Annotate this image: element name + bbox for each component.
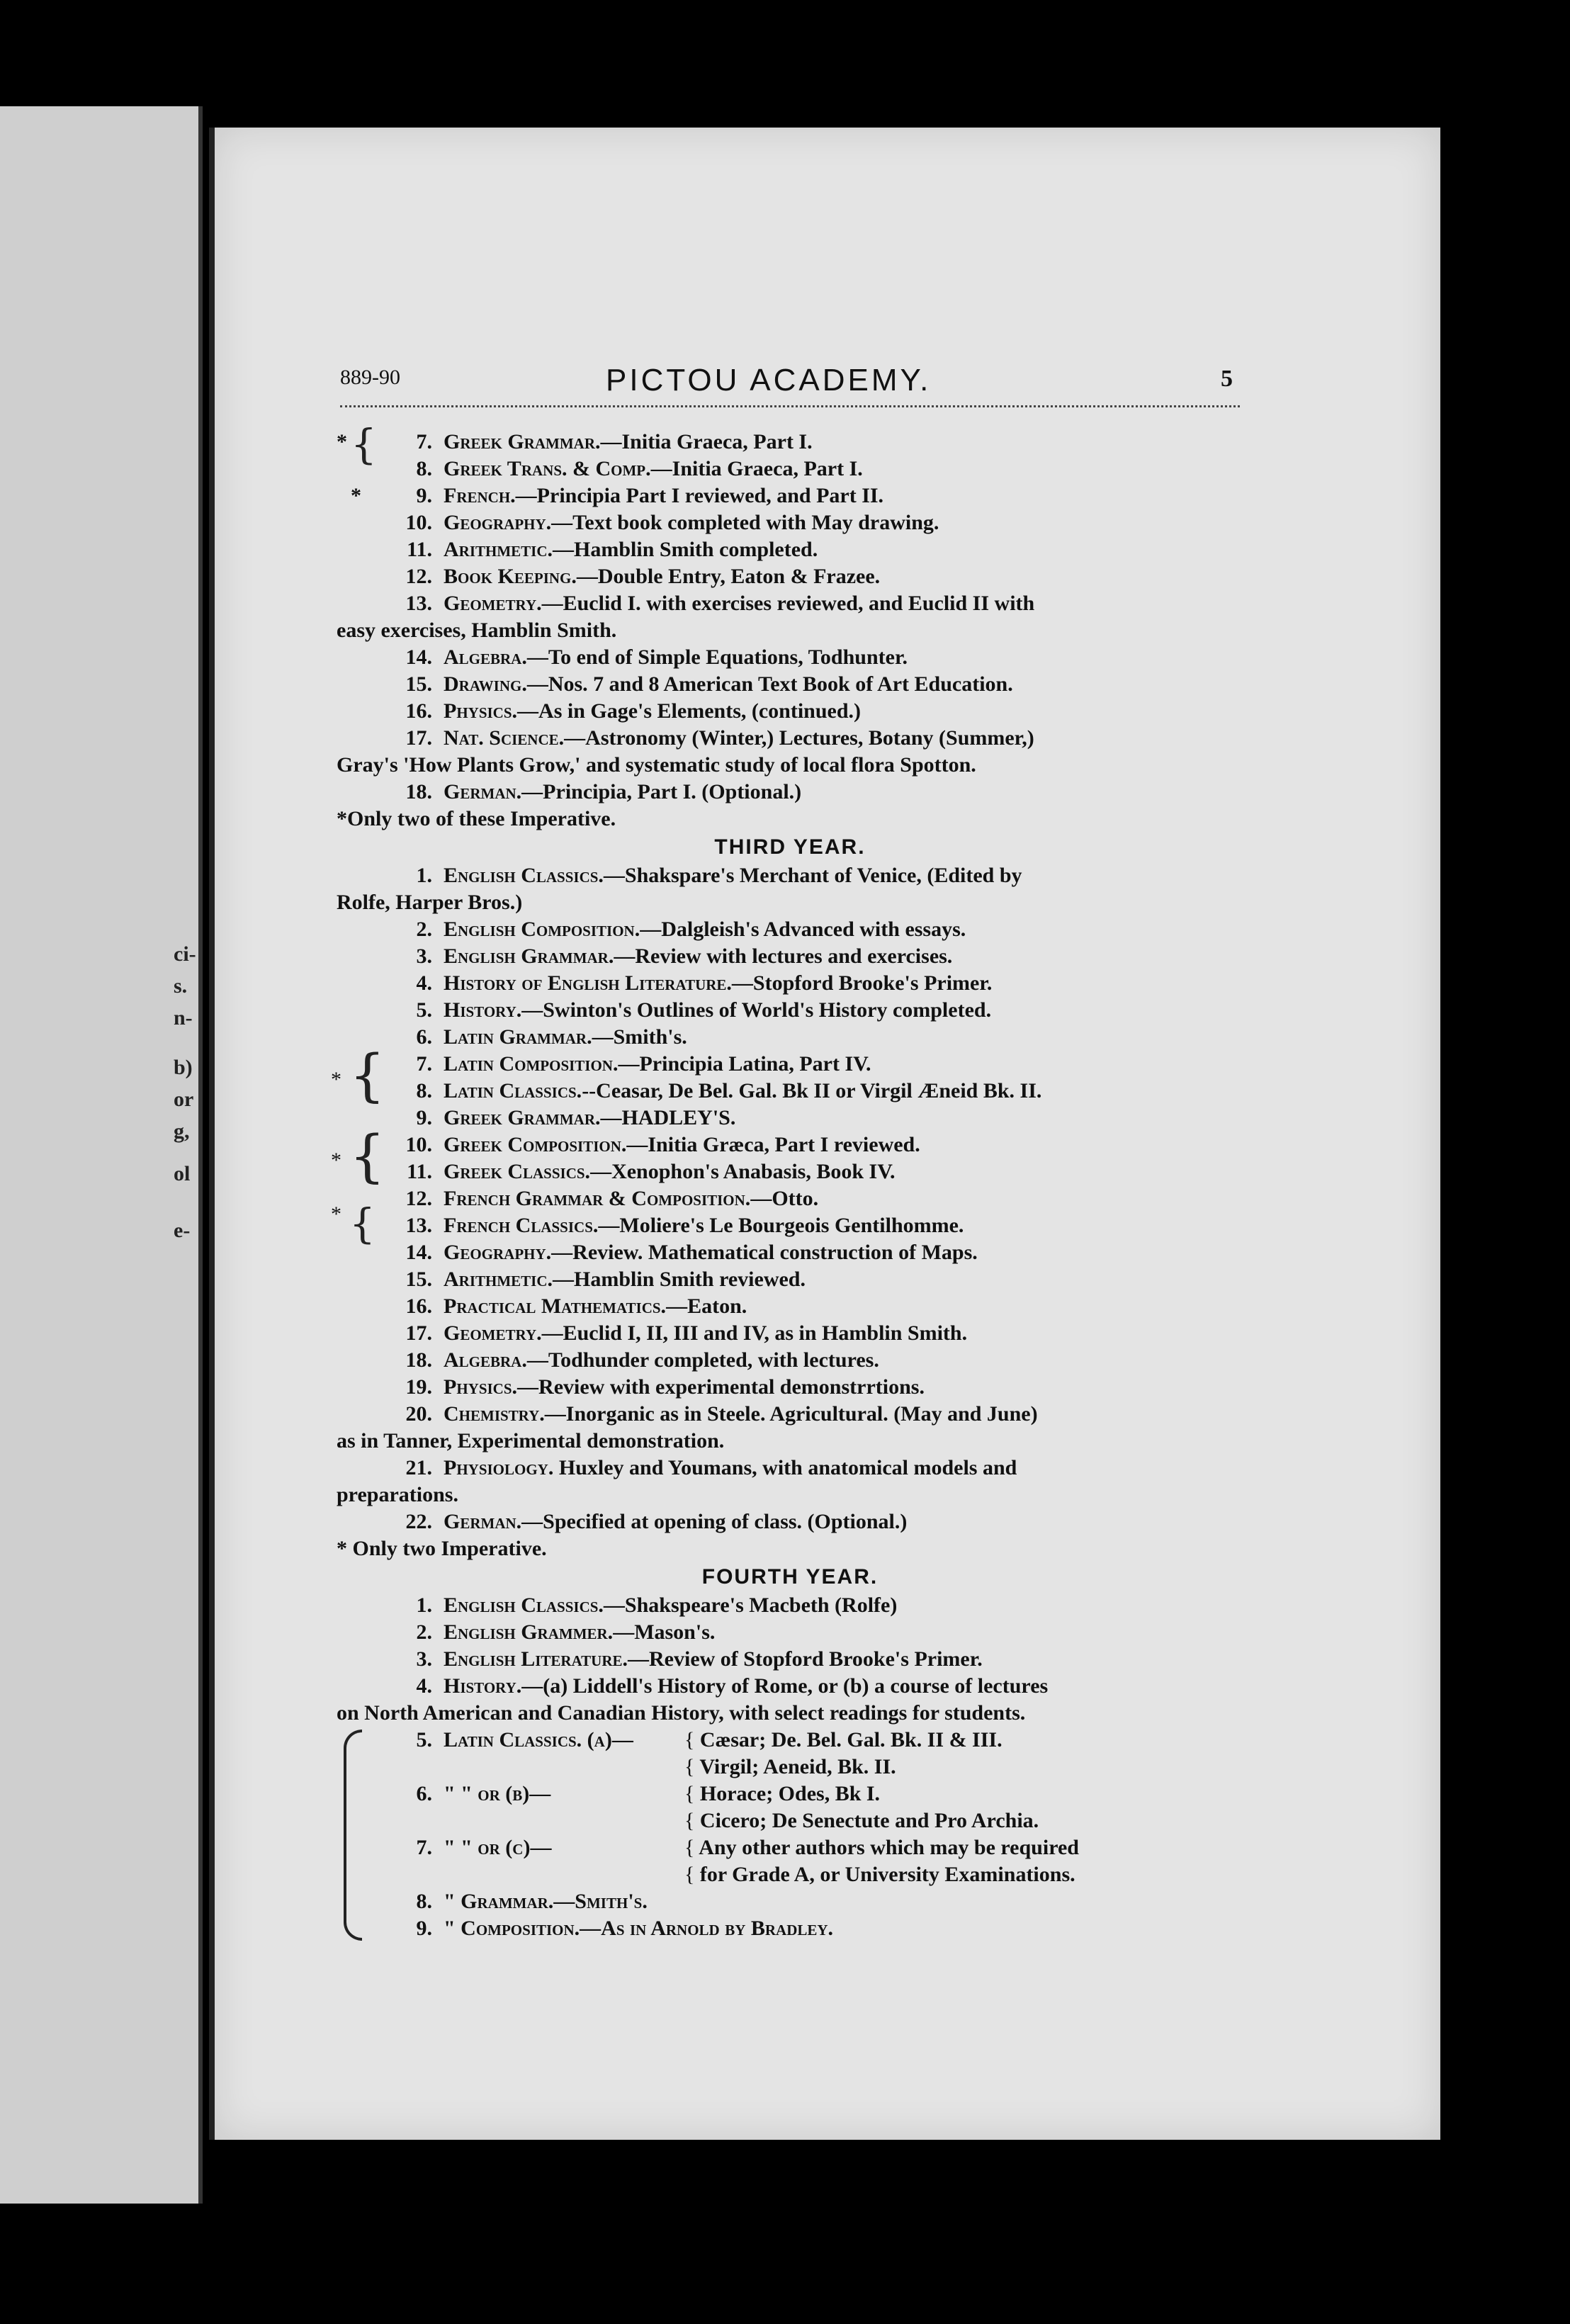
left-fragment: b) xyxy=(174,1056,193,1079)
brace: { xyxy=(349,1042,385,1108)
list-item: 15. Drawing.—Nos. 7 and 8 American Text Book of Art Education. xyxy=(405,672,1013,696)
list-item: 11. Greek Classics.—Xenophon's Anabasis, Book IV. xyxy=(407,1160,896,1183)
list-item: 6. Latin Grammar.—Smith's. xyxy=(416,1025,687,1049)
section-heading-third-year: THIRD YEAR. xyxy=(714,835,866,859)
list-item: 10. Geography.—Text book completed with May drawing. xyxy=(405,511,939,534)
latin-option-row: 5. Latin Classics. (a)— { Cæsar; De. Bel. Gal. Bk. II & III. xyxy=(416,1728,1003,1752)
list-item: 20. Chemistry.—Inorganic as in Steele. Agricultural. (May and June) xyxy=(405,1402,1038,1426)
asterisk-mark: * xyxy=(331,1068,341,1091)
left-fragment: ol xyxy=(174,1162,191,1185)
asterisk-mark: * xyxy=(331,1202,341,1226)
list-item: 14. Geography.—Review. Mathematical construction of Maps. xyxy=(405,1241,978,1264)
list-item: 19. Physics.—Review with experimental demonstrrtions. xyxy=(405,1375,925,1399)
header-title: PICTOU ACADEMY. xyxy=(606,363,932,397)
list-item: 3. English Literature.—Review of Stopford Brooke's Primer. xyxy=(416,1647,983,1671)
list-item: 10. Greek Composition.—Initia Græca, Part I reviewed. xyxy=(405,1133,920,1156)
list-item-continuation: easy exercises, Hamblin Smith. xyxy=(337,619,617,642)
brace: { xyxy=(351,420,377,468)
list-item: 11. Arithmetic.—Hamblin Smith completed. xyxy=(407,538,818,561)
left-fragment: ci- xyxy=(174,942,196,966)
list-item: 9. Greek Grammar.—HADLEY'S. xyxy=(416,1106,736,1129)
fourth-year-list xyxy=(337,1592,1243,1727)
latin-option-row: { for Grade A, or University Examinations. xyxy=(684,1863,1075,1886)
list-item: 13. French Classics.—Moliere's Le Bourgeois Gentilhomme. xyxy=(405,1214,964,1237)
list-item: 8. Latin Classics.--Ceasar, De Bel. Gal. Bk II or Virgil Æneid Bk. II. xyxy=(416,1079,1042,1102)
list-item-continuation: as in Tanner, Experimental demonstration. xyxy=(337,1429,725,1452)
section-heading-fourth-year: FOURTH YEAR. xyxy=(701,1565,879,1589)
latin-option-row: 9. " Composition.—As in Arnold by Bradley. xyxy=(416,1917,834,1940)
list-item: 15. Arithmetic.—Hamblin Smith reviewed. xyxy=(405,1268,806,1291)
asterisk-mark: * xyxy=(331,1149,341,1172)
list-item-continuation: preparations. xyxy=(337,1483,458,1506)
list-item: 2. English Grammer.—Mason's. xyxy=(416,1620,716,1644)
imperative-note: * Only two Imperative. xyxy=(337,1537,547,1560)
list-item: 1. English Classics.—Shakspare's Merchant of Venice, (Edited by xyxy=(416,864,1022,887)
list-item: 13. Geometry.—Euclid I. with exercises reviewed, and Euclid II with xyxy=(405,592,1035,615)
latin-option-row: { Virgil; Aeneid, Bk. II. xyxy=(684,1755,896,1778)
list-item: 14. Algebra.—To end of Simple Equations, Todhunter. xyxy=(405,645,908,669)
list-item: 17. Nat. Science.—Astronomy (Winter,) Lectures, Botany (Summer,) xyxy=(405,726,1034,750)
list-item-continuation: Gray's 'How Plants Grow,' and systematic study of local flora Spotton. xyxy=(337,753,976,777)
left-fragment: or xyxy=(174,1088,194,1111)
latin-options-list xyxy=(337,1727,1243,1942)
list-item: 5. History.—Swinton's Outlines of World's History completed. xyxy=(416,998,992,1022)
imperative-note: *Only two of these Imperative. xyxy=(337,807,616,830)
list-item: * 9. French.—Principia Part I reviewed, and Part II. xyxy=(351,484,884,507)
latin-option-row: { Cicero; De Senectute and Pro Archia. xyxy=(684,1809,1039,1832)
left-page-edge xyxy=(0,106,203,2204)
list-item: 17. Geometry.—Euclid I, II, III and IV, as in Hamblin Smith. xyxy=(405,1321,968,1345)
latin-option-row: 7. " " or (c)— { Any other authors which may be required xyxy=(416,1836,1079,1859)
brace: { xyxy=(349,1123,385,1189)
list-item: 18. Algebra.—Todhunder completed, with lectures. xyxy=(405,1348,879,1372)
latin-option-row: 8. " Grammar.—Smith's. xyxy=(416,1890,648,1913)
left-fragment: n- xyxy=(174,1006,193,1030)
list-item: 12. French Grammar & Composition.—Otto. xyxy=(405,1187,819,1210)
list-item: 8. Greek Trans. & Comp.—Initia Graeca, Part I. xyxy=(416,457,863,480)
list-item: 12. Book Keeping.—Double Entry, Eaton & Frazee. xyxy=(405,565,881,588)
page-body xyxy=(331,420,1243,1942)
latin-option-row: 6. " " or (b)— { Horace; Odes, Bk I. xyxy=(416,1782,881,1805)
third-year-list xyxy=(331,862,1243,1535)
list-item: 3. English Grammar.—Review with lectures and exercises. xyxy=(416,944,953,968)
page-number: 5 xyxy=(1221,366,1233,392)
list-item: 4. History.—(a) Liddell's History of Rome, or (b) a course of lectures xyxy=(416,1674,1049,1698)
list-item: 16. Practical Mathematics.—Eaton. xyxy=(405,1294,747,1318)
list-item: 7. Latin Composition.—Principia Latina, Part IV. xyxy=(416,1052,871,1076)
list-item: 22. German.—Specified at opening of class. (Optional.) xyxy=(405,1510,908,1533)
left-fragment: s. xyxy=(174,974,188,998)
list-item: 2. English Composition.—Dalgleish's Advanced with essays. xyxy=(416,918,966,941)
list-item-continuation: on North American and Canadian History, with select readings for students. xyxy=(337,1701,1026,1725)
list-item: 18. German.—Principia, Part I. (Optional.) xyxy=(405,780,802,803)
list-item: * 7. Greek Grammar.—Initia Graeca, Part I. xyxy=(337,430,813,453)
list-item: 1. English Classics.—Shakspeare's Macbeth (Rolfe) xyxy=(416,1593,898,1617)
list-item: 4. History of English Literature.—Stopford Brooke's Primer. xyxy=(416,971,993,995)
list-item-continuation: Rolfe, Harper Bros.) xyxy=(337,891,523,914)
brace: { xyxy=(349,1200,375,1248)
left-fragment: g, xyxy=(174,1119,190,1143)
header-year: 889-90 xyxy=(340,366,400,389)
list-item: 16. Physics.—As in Gage's Elements, (continued.) xyxy=(405,699,862,723)
list-item: 21. Physiology. Huxley and Youmans, with anatomical models and xyxy=(405,1456,1017,1479)
left-fragment: e- xyxy=(174,1219,191,1242)
page-header xyxy=(340,363,1240,407)
